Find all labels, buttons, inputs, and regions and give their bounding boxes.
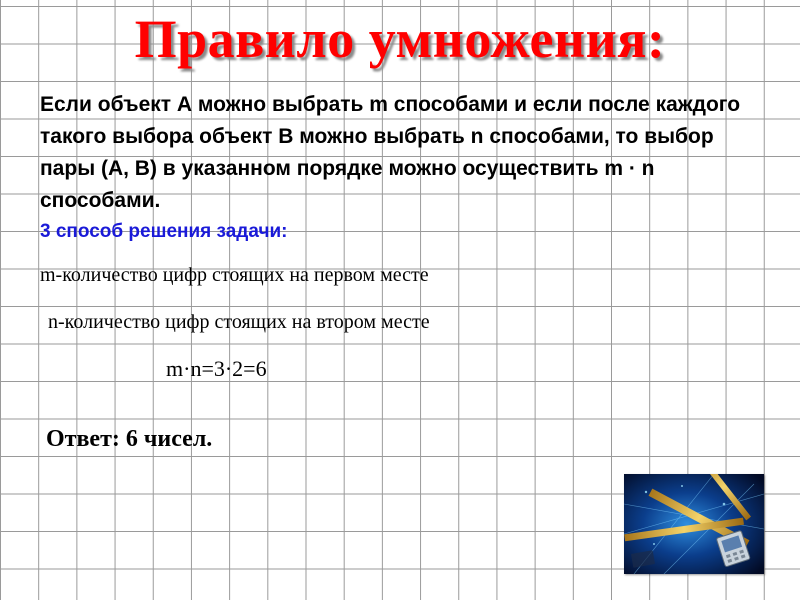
- answer-text: Ответ: 6 чисел.: [46, 426, 213, 452]
- m-definition: m-количество цифр стоящих на первом месте: [40, 264, 429, 286]
- multiplication-rule-text: Если объект А можно выбрать m способами и если после каждого такого выбора объект В можно выбрать n способами, то выбор пары (А, В) в указанном порядке можно осуществить m · n способами.: [40, 93, 741, 212]
- technology-collage-icon: [624, 474, 764, 574]
- slide-title: Правило умножения:: [134, 9, 666, 69]
- solution-method-heading: 3 способ решения задачи:: [40, 221, 288, 242]
- formula: m·n=3·2=6: [166, 356, 267, 381]
- n-definition: n-количество цифр стоящих на втором месте: [48, 311, 430, 333]
- technology-collage-image: [624, 474, 764, 574]
